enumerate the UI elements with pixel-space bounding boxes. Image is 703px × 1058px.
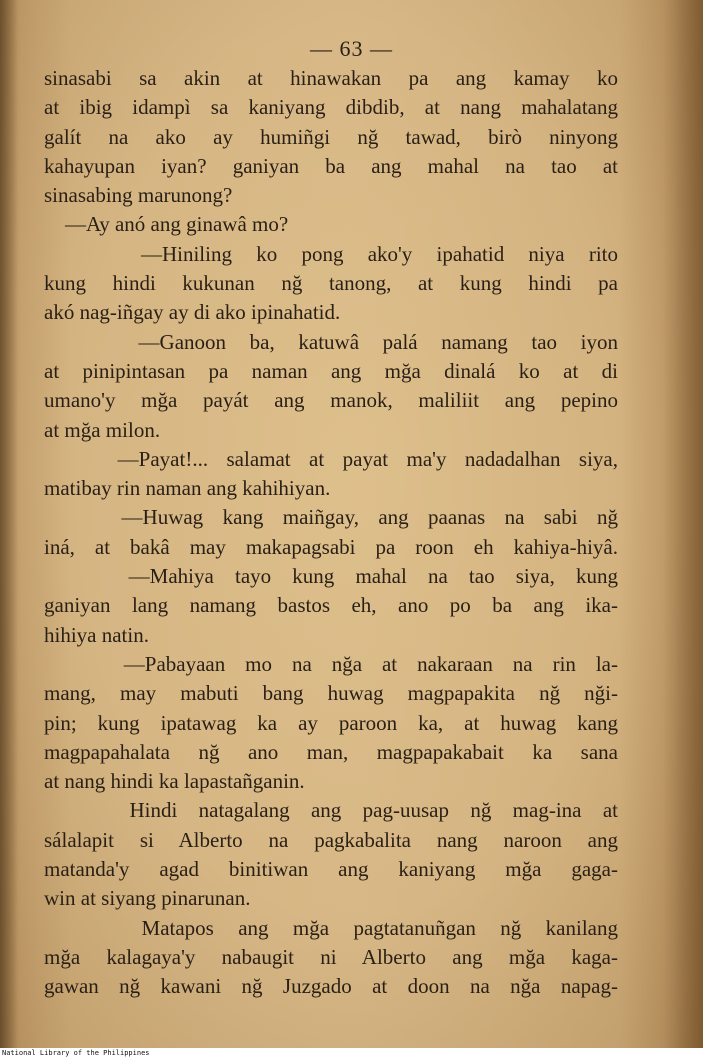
- text-line: magpapahalata nğ ano man, magpapakabait ka sana: [44, 739, 618, 764]
- text-line: matibay rin naman ang kahihiyan.: [44, 476, 331, 501]
- text-line: iná, at bakâ may makapagsabi pa roon eh kahiya-hiyâ.: [44, 534, 618, 559]
- text-line: —Payat!... salamat at payat ma'y nadadalhan siya,: [44, 446, 618, 471]
- text-line: win at siyang pinarunan.: [44, 886, 251, 911]
- text-line: mğa kalagaya'y nabaugit ni Alberto ang mğa kaga-: [44, 944, 618, 969]
- text-line: Matapos ang mğa pagtatanuñgan nğ kanilang: [44, 915, 618, 940]
- text-line: matanda'y agad binitiwan ang kaniyang mğa gaga-: [44, 857, 618, 882]
- text-line: at nang hindi ka lapastañganin.: [44, 769, 305, 794]
- page-edge-shadow-left: [0, 0, 18, 1048]
- text-line: —Huwag kang maiñgay, ang paanas na sabi nğ: [44, 505, 618, 530]
- text-line: —Mahiya tayo kung mahal na tao siya, kung: [44, 564, 618, 589]
- text-line: at mğa milon.: [44, 417, 161, 442]
- body-text: [44, 64, 618, 1002]
- text-line: at ibig idampì sa kaniyang dibdib, at nang mahalatang: [44, 95, 618, 120]
- text-line: —Ganoon ba, katuwâ palá namang tao iyon: [44, 329, 618, 354]
- text-line: at pinipintasan pa naman ang mğa dinalá ko at di: [44, 358, 618, 383]
- text-line: Hindi natagalang ang pag-uusap nğ mag-ina at: [44, 798, 618, 823]
- text-line: galít na ako ay humiñgi nğ tawad, birò ninyong: [44, 124, 618, 149]
- text-line: —Pabayaan mo na nğa at nakaraan na rin la-: [44, 651, 618, 676]
- text-line: ganiyan lang namang bastos eh, ano po ba ang ika-: [44, 593, 618, 618]
- text-line: gawan nğ kawani nğ Juzgado at doon na nğa napag-: [44, 974, 618, 999]
- text-line: —Hiniling ko pong ako'y ipahatid niya rito: [44, 241, 618, 266]
- text-line: mang, may mabuti bang huwag magpapakita nğ nği-: [44, 681, 618, 706]
- text-line: hihiya natin.: [44, 622, 149, 647]
- text-line: —Ay anó ang ginawâ mo?: [44, 212, 289, 237]
- text-line: pin; kung ipatawag ka ay paroon ka, at huwag kang: [44, 710, 618, 735]
- text-line: akó nag-iñgay ay di ako ipinahatid.: [44, 300, 341, 325]
- page-edge-shadow-right: [663, 0, 703, 1048]
- text-line: kung hindi kukunan nğ tanong, at kung hindi pa: [44, 271, 618, 296]
- source-credit: National Library of the Philippines: [2, 1049, 150, 1057]
- text-line: sálalapit si Alberto na pagkabalita nang naroon ang: [44, 827, 618, 852]
- text-line: sinasabing marunong?: [44, 183, 233, 208]
- text-line: kahayupan iyan? ganiyan ba ang mahal na tao at: [44, 153, 618, 178]
- text-line: sinasabi sa akin at hinawakan pa ang kamay ko: [44, 66, 618, 90]
- page-number: — 63 —: [310, 36, 393, 61]
- text-line: umano'y mğa payát ang manok, maliliit ang pepino: [44, 388, 618, 413]
